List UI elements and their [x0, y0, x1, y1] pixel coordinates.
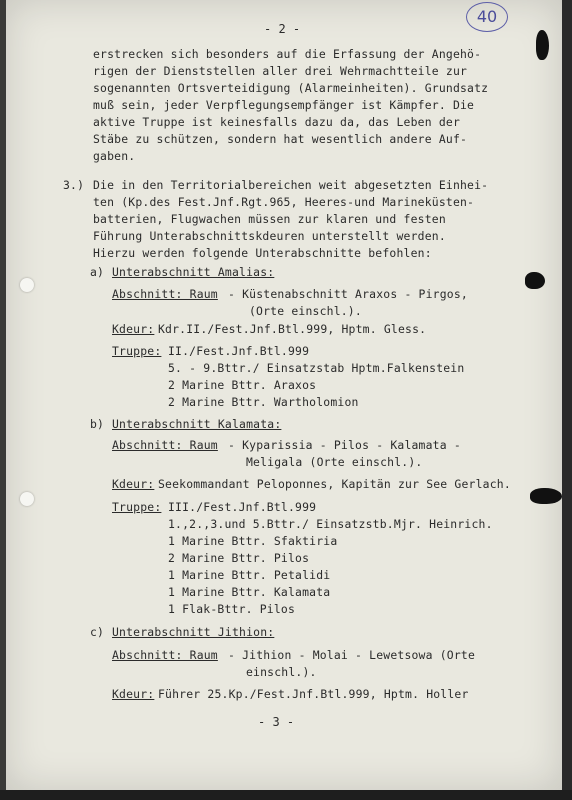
section3-line: Die in den Territorialbereichen weit abgesetzten Einhei-	[93, 178, 489, 192]
sub-b-marker: b)	[90, 417, 105, 431]
sub-c-abschnitt-text2: einschl.).	[246, 665, 317, 679]
scan-edge	[0, 790, 572, 800]
sub-a-truppe-line: 2 Marine Bttr. Wartholomion	[168, 395, 359, 409]
sub-a-marker: a)	[90, 265, 105, 279]
sub-b-truppe-label: Truppe:	[112, 500, 162, 514]
page-number-top: - 2 -	[264, 22, 301, 36]
archive-stamp: 40	[466, 2, 508, 32]
sub-b-truppe-line: 1.,2.,3.und 5.Bttr./ Einsatzstb.Mjr. Heinrich.	[168, 517, 493, 531]
intro-line: aktive Truppe ist keinesfalls dazu da, das Leben der	[93, 115, 461, 129]
sub-b-truppe-line: III./Fest.Jnf.Btl.999	[168, 500, 317, 514]
document-page	[6, 0, 562, 790]
sub-c-marker: c)	[90, 625, 105, 639]
scan-edge	[562, 0, 572, 800]
sub-b-abschnitt-text2: Meligala (Orte einschl.).	[246, 455, 423, 469]
sub-b-title: Unterabschnitt Kalamata:	[112, 417, 282, 431]
intro-line: rigen der Dienststellen aller drei Wehrmachtteile zur	[93, 64, 468, 78]
sub-b-truppe-line: 1 Flak-Bttr. Pilos	[168, 602, 296, 616]
sub-b-truppe-line: 1 Marine Bttr. Kalamata	[168, 585, 331, 599]
sub-c-kdeur-text: Führer 25.Kp./Fest.Jnf.Btl.999, Hptm. Holler	[158, 687, 469, 701]
sub-a-truppe-line: II./Fest.Jnf.Btl.999	[168, 344, 310, 358]
intro-line: gaben.	[93, 149, 136, 163]
sub-a-abschnitt-label: Abschnitt: Raum	[112, 287, 218, 301]
sub-a-kdeur-text: Kdr.II./Fest.Jnf.Btl.999, Hptm. Gless.	[158, 322, 427, 336]
sub-a-truppe-label: Truppe:	[112, 344, 162, 358]
sub-b-abschnitt-text: - Kyparissia - Pilos - Kalamata -	[228, 438, 461, 452]
sub-a-abschnitt-text2: (Orte einschl.).	[249, 304, 362, 318]
sub-b-kdeur-text: Seekommandant Peloponnes, Kapitän zur See Gerlach.	[158, 477, 511, 491]
sub-c-kdeur-label: Kdeur:	[112, 687, 155, 701]
sub-b-truppe-line: 2 Marine Bttr. Pilos	[168, 551, 310, 565]
binder-hole	[20, 492, 34, 506]
sub-a-truppe-line: 2 Marine Bttr. Araxos	[168, 378, 317, 392]
sub-c-abschnitt-text: - Jithion - Molai - Lewetsowa (Orte	[228, 648, 476, 662]
section3-line: ten (Kp.des Fest.Jnf.Rgt.965, Heeres-und Marineküsten-	[93, 195, 475, 209]
intro-line: muß sein, jeder Verpflegungsempfänger ist Kämpfer. Die	[93, 98, 475, 112]
sub-c-title: Unterabschnitt Jithion:	[112, 625, 275, 639]
binder-hole	[20, 278, 34, 292]
section3-line: batterien, Flugwachen müssen zur klaren und festen	[93, 212, 446, 226]
section-number: 3.)	[63, 178, 85, 192]
intro-line: Stäbe zu schützen, sondern hat wesentlich andere Auf-	[93, 132, 468, 146]
ink-blot	[525, 272, 545, 289]
sub-b-kdeur-label: Kdeur:	[112, 477, 155, 491]
sub-a-abschnitt-text: - Küstenabschnitt Araxos - Pirgos,	[228, 287, 468, 301]
ink-blot	[530, 488, 562, 504]
sub-b-abschnitt-label: Abschnitt: Raum	[112, 438, 218, 452]
sub-b-truppe-line: 1 Marine Bttr. Petalidi	[168, 568, 331, 582]
section3-line: Hierzu werden folgende Unterabschnitte befohlen:	[93, 246, 432, 260]
sub-a-title: Unterabschnitt Amalias:	[112, 265, 275, 279]
sub-c-abschnitt-label: Abschnitt: Raum	[112, 648, 218, 662]
sub-b-truppe-line: 1 Marine Bttr. Sfaktiria	[168, 534, 338, 548]
intro-line: erstrecken sich besonders auf die Erfassung der Angehö-	[93, 47, 482, 61]
page-number-next: - 3 -	[258, 715, 295, 729]
intro-line: sogenannten Ortsverteidigung (Alarmeinheiten). Grundsatz	[93, 81, 489, 95]
ink-blot	[536, 30, 549, 60]
sub-a-kdeur-label: Kdeur:	[112, 322, 155, 336]
sub-a-truppe-line: 5. - 9.Bttr./ Einsatzstab Hptm.Falkenstein	[168, 361, 465, 375]
section3-line: Führung Unterabschnittskdeuren unterstellt werden.	[93, 229, 446, 243]
